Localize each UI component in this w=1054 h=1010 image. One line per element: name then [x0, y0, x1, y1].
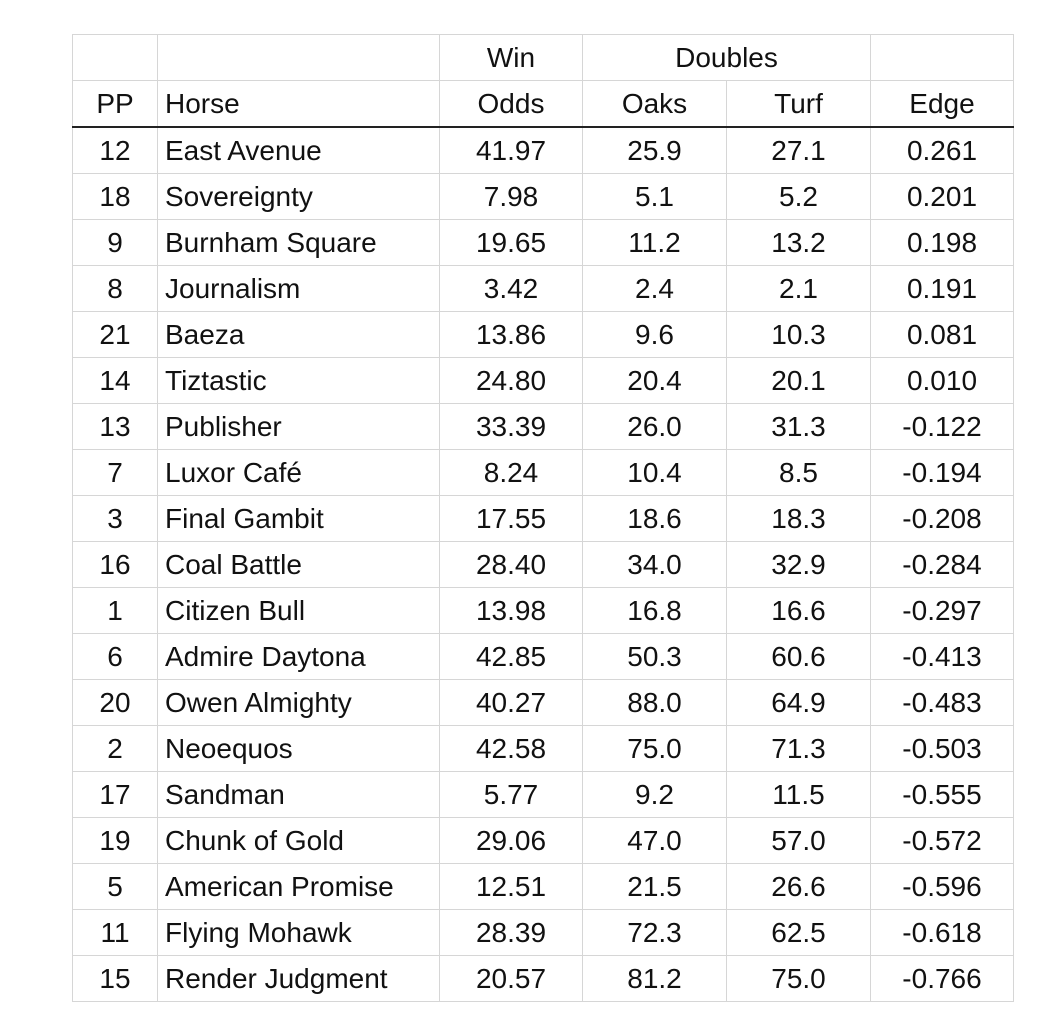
header-turf: Turf — [727, 81, 871, 128]
cell-turf: 10.3 — [727, 312, 871, 358]
table-row — [73, 726, 1014, 772]
cell-win-odds: 28.40 — [440, 542, 583, 588]
cell-horse: American Promise — [158, 864, 440, 910]
cell-win-odds: 29.06 — [440, 818, 583, 864]
cell-pp: 11 — [73, 910, 158, 956]
cell-pp: 19 — [73, 818, 158, 864]
cell-horse: Burnham Square — [158, 220, 440, 266]
cell-oaks: 26.0 — [583, 404, 727, 450]
cell-win-odds: 7.98 — [440, 174, 583, 220]
cell-oaks: 18.6 — [583, 496, 727, 542]
cell-oaks: 10.4 — [583, 450, 727, 496]
cell-pp: 12 — [73, 127, 158, 174]
cell-edge: -0.413 — [871, 634, 1014, 680]
table-row — [73, 680, 1014, 726]
cell-pp: 7 — [73, 450, 158, 496]
table-row — [73, 772, 1014, 818]
cell-pp: 9 — [73, 220, 158, 266]
table-row — [73, 910, 1014, 956]
cell-win-odds: 8.24 — [440, 450, 583, 496]
cell-horse: Publisher — [158, 404, 440, 450]
cell-edge: -0.555 — [871, 772, 1014, 818]
table-row — [73, 174, 1014, 220]
cell-oaks: 47.0 — [583, 818, 727, 864]
table-row — [73, 266, 1014, 312]
header-cell-empty-edge — [871, 35, 1014, 81]
cell-pp: 6 — [73, 634, 158, 680]
cell-edge: -0.284 — [871, 542, 1014, 588]
cell-horse: Chunk of Gold — [158, 818, 440, 864]
table-row — [73, 220, 1014, 266]
cell-edge: -0.297 — [871, 588, 1014, 634]
table-row — [73, 496, 1014, 542]
table-body — [73, 35, 1014, 1002]
header-odds: Odds — [440, 81, 583, 128]
cell-win-odds: 40.27 — [440, 680, 583, 726]
cell-oaks: 34.0 — [583, 542, 727, 588]
cell-oaks: 21.5 — [583, 864, 727, 910]
cell-win-odds: 12.51 — [440, 864, 583, 910]
cell-pp: 15 — [73, 956, 158, 1002]
cell-edge: 0.261 — [871, 127, 1014, 174]
cell-horse: Luxor Café — [158, 450, 440, 496]
header-win: Win — [440, 35, 583, 81]
odds-table — [72, 34, 1014, 1002]
cell-oaks: 5.1 — [583, 174, 727, 220]
cell-turf: 64.9 — [727, 680, 871, 726]
cell-win-odds: 13.86 — [440, 312, 583, 358]
cell-win-odds: 33.39 — [440, 404, 583, 450]
table-row — [73, 358, 1014, 404]
table-row — [73, 818, 1014, 864]
cell-turf: 18.3 — [727, 496, 871, 542]
cell-win-odds: 41.97 — [440, 127, 583, 174]
cell-edge: 0.198 — [871, 220, 1014, 266]
cell-edge: -0.503 — [871, 726, 1014, 772]
cell-edge: 0.191 — [871, 266, 1014, 312]
header-cell-empty-horse — [158, 35, 440, 81]
cell-turf: 32.9 — [727, 542, 871, 588]
cell-pp: 2 — [73, 726, 158, 772]
cell-horse: Citizen Bull — [158, 588, 440, 634]
cell-oaks: 50.3 — [583, 634, 727, 680]
cell-turf: 27.1 — [727, 127, 871, 174]
header-doubles: Doubles — [583, 35, 871, 81]
cell-turf: 71.3 — [727, 726, 871, 772]
cell-win-odds: 20.57 — [440, 956, 583, 1002]
cell-pp: 20 — [73, 680, 158, 726]
cell-win-odds: 5.77 — [440, 772, 583, 818]
cell-oaks: 72.3 — [583, 910, 727, 956]
table-row — [73, 864, 1014, 910]
table-row — [73, 542, 1014, 588]
cell-oaks: 88.0 — [583, 680, 727, 726]
cell-pp: 14 — [73, 358, 158, 404]
header-horse: Horse — [158, 81, 440, 128]
table-row — [73, 404, 1014, 450]
cell-win-odds: 28.39 — [440, 910, 583, 956]
cell-edge: -0.618 — [871, 910, 1014, 956]
cell-win-odds: 42.58 — [440, 726, 583, 772]
cell-edge: -0.122 — [871, 404, 1014, 450]
cell-horse: Journalism — [158, 266, 440, 312]
cell-turf: 60.6 — [727, 634, 871, 680]
cell-oaks: 20.4 — [583, 358, 727, 404]
cell-win-odds: 19.65 — [440, 220, 583, 266]
table-row — [73, 588, 1014, 634]
cell-horse: Owen Almighty — [158, 680, 440, 726]
cell-edge: -0.483 — [871, 680, 1014, 726]
cell-win-odds: 3.42 — [440, 266, 583, 312]
cell-oaks: 25.9 — [583, 127, 727, 174]
cell-win-odds: 17.55 — [440, 496, 583, 542]
header-cell-empty-pp — [73, 35, 158, 81]
cell-pp: 13 — [73, 404, 158, 450]
cell-edge: -0.208 — [871, 496, 1014, 542]
cell-win-odds: 42.85 — [440, 634, 583, 680]
table-row — [73, 450, 1014, 496]
cell-horse: Final Gambit — [158, 496, 440, 542]
header-oaks: Oaks — [583, 81, 727, 128]
cell-win-odds: 24.80 — [440, 358, 583, 404]
cell-horse: Admire Daytona — [158, 634, 440, 680]
cell-turf: 31.3 — [727, 404, 871, 450]
cell-turf: 16.6 — [727, 588, 871, 634]
cell-turf: 62.5 — [727, 910, 871, 956]
cell-turf: 13.2 — [727, 220, 871, 266]
cell-edge: 0.081 — [871, 312, 1014, 358]
header-edge: Edge — [871, 81, 1014, 128]
cell-oaks: 9.6 — [583, 312, 727, 358]
table-row — [73, 956, 1014, 1002]
cell-pp: 18 — [73, 174, 158, 220]
cell-horse: Neoequos — [158, 726, 440, 772]
cell-edge: -0.572 — [871, 818, 1014, 864]
cell-turf: 5.2 — [727, 174, 871, 220]
cell-horse: East Avenue — [158, 127, 440, 174]
cell-oaks: 75.0 — [583, 726, 727, 772]
cell-horse: Sandman — [158, 772, 440, 818]
header-pp: PP — [73, 81, 158, 128]
cell-pp: 16 — [73, 542, 158, 588]
table-row — [73, 127, 1014, 174]
cell-turf: 2.1 — [727, 266, 871, 312]
table-row — [73, 634, 1014, 680]
header-row-top — [73, 35, 1014, 81]
cell-horse: Flying Mohawk — [158, 910, 440, 956]
cell-pp: 21 — [73, 312, 158, 358]
cell-edge: -0.194 — [871, 450, 1014, 496]
cell-turf: 75.0 — [727, 956, 871, 1002]
cell-edge: 0.201 — [871, 174, 1014, 220]
cell-horse: Sovereignty — [158, 174, 440, 220]
cell-win-odds: 13.98 — [440, 588, 583, 634]
cell-turf: 57.0 — [727, 818, 871, 864]
cell-oaks: 2.4 — [583, 266, 727, 312]
cell-pp: 17 — [73, 772, 158, 818]
cell-oaks: 16.8 — [583, 588, 727, 634]
cell-oaks: 9.2 — [583, 772, 727, 818]
cell-edge: -0.596 — [871, 864, 1014, 910]
cell-oaks: 11.2 — [583, 220, 727, 266]
cell-edge: -0.766 — [871, 956, 1014, 1002]
cell-pp: 8 — [73, 266, 158, 312]
cell-pp: 3 — [73, 496, 158, 542]
cell-pp: 5 — [73, 864, 158, 910]
cell-horse: Tiztastic — [158, 358, 440, 404]
table-row — [73, 312, 1014, 358]
cell-turf: 20.1 — [727, 358, 871, 404]
cell-horse: Coal Battle — [158, 542, 440, 588]
cell-turf: 8.5 — [727, 450, 871, 496]
cell-edge: 0.010 — [871, 358, 1014, 404]
cell-horse: Baeza — [158, 312, 440, 358]
cell-turf: 11.5 — [727, 772, 871, 818]
cell-turf: 26.6 — [727, 864, 871, 910]
header-row-bottom — [73, 81, 1014, 128]
cell-oaks: 81.2 — [583, 956, 727, 1002]
cell-pp: 1 — [73, 588, 158, 634]
cell-horse: Render Judgment — [158, 956, 440, 1002]
